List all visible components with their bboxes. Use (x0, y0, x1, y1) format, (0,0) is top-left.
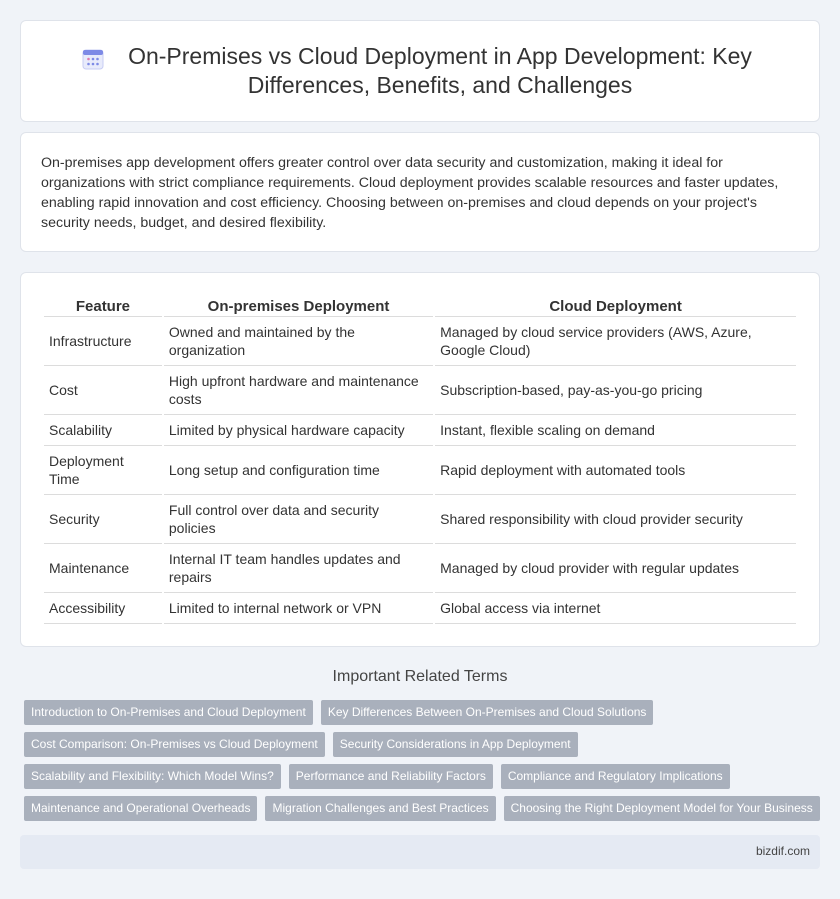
tag-row (24, 764, 730, 789)
table-row (44, 366, 796, 415)
tag-row (24, 732, 578, 757)
cloud-cell: Managed by cloud service providers (AWS, Azure, Google Cloud) (435, 317, 796, 366)
tag-row (24, 796, 820, 821)
cloud-cell: Shared responsibility with cloud provider security (435, 495, 796, 544)
header-cloud: Cloud Deployment (435, 295, 796, 317)
on-premises-cell: High upfront hardware and maintenance costs (164, 366, 433, 415)
on-premises-cell: Internal IT team handles updates and repairs (164, 544, 433, 593)
cloud-cell: Instant, flexible scaling on demand (435, 415, 796, 446)
footer-site-link[interactable]: bizdif.com (755, 844, 810, 858)
cloud-cell: Global access via internet (435, 593, 796, 624)
related-term-tag[interactable]: Key Differences Between On-Premises and Cloud Solutions (321, 700, 654, 725)
cloud-cell: Rapid deployment with automated tools (435, 446, 796, 495)
table-row (44, 415, 796, 446)
comparison-table (42, 295, 798, 624)
feature-cell: Accessibility (44, 593, 162, 624)
related-term-tag[interactable]: Compliance and Regulatory Implications (501, 764, 730, 789)
related-term-tag[interactable]: Introduction to On-Premises and Cloud Deployment (24, 700, 313, 725)
cloud-cell: Subscription-based, pay-as-you-go pricing (435, 366, 796, 415)
table-row (44, 544, 796, 593)
related-term-tag[interactable]: Maintenance and Operational Overheads (24, 796, 257, 821)
footer (20, 835, 820, 869)
related-term-tag[interactable]: Choosing the Right Deployment Model for Your Business (504, 796, 820, 821)
feature-cell: Security (44, 495, 162, 544)
related-term-tag[interactable]: Performance and Reliability Factors (289, 764, 493, 789)
feature-cell: Infrastructure (44, 317, 162, 366)
table-row (44, 446, 796, 495)
intro-paragraph: On-premises app development offers greater control over data security and customization, making it ideal for organizations with strict compliance requirements. Cloud deployment provides scalable resources and faster updates, enabling rapid innovation and cost efficiency. Choosing between on-premises and cloud depends on your project's security needs, budget, and desired flexibility. (41, 155, 779, 231)
on-premises-cell: Long setup and configuration time (164, 446, 433, 495)
header-on-premises: On-premises Deployment (164, 295, 433, 317)
comparison-table-card (20, 272, 820, 647)
title-card (20, 20, 820, 122)
table-row (44, 593, 796, 624)
table-row (44, 495, 796, 544)
feature-cell: Deployment Time (44, 446, 162, 495)
related-term-tag[interactable]: Scalability and Flexibility: Which Model Wins? (24, 764, 281, 789)
cloud-cell: Managed by cloud provider with regular updates (435, 544, 796, 593)
on-premises-cell: Owned and maintained by the organization (164, 317, 433, 366)
on-premises-cell: Limited to internal network or VPN (164, 593, 433, 624)
on-premises-cell: Limited by physical hardware capacity (164, 415, 433, 446)
related-term-tag[interactable]: Security Considerations in App Deployment (333, 732, 578, 757)
table-row (44, 317, 796, 366)
related-term-tag[interactable]: Cost Comparison: On-Premises vs Cloud Deployment (24, 732, 325, 757)
tag-row (24, 700, 653, 725)
feature-cell: Cost (44, 366, 162, 415)
intro-card (20, 132, 820, 252)
related-terms-title: Important Related Terms (332, 668, 508, 685)
table-header-row (44, 295, 796, 317)
feature-cell: Maintenance (44, 544, 162, 593)
page-title: On-Premises vs Cloud Deployment in App Development: Key Differences, Benefits, and Challenges (128, 43, 752, 98)
feature-cell: Scalability (44, 415, 162, 446)
header-feature: Feature (44, 295, 162, 317)
on-premises-cell: Full control over data and security policies (164, 495, 433, 544)
related-term-tag[interactable]: Migration Challenges and Best Practices (265, 796, 495, 821)
